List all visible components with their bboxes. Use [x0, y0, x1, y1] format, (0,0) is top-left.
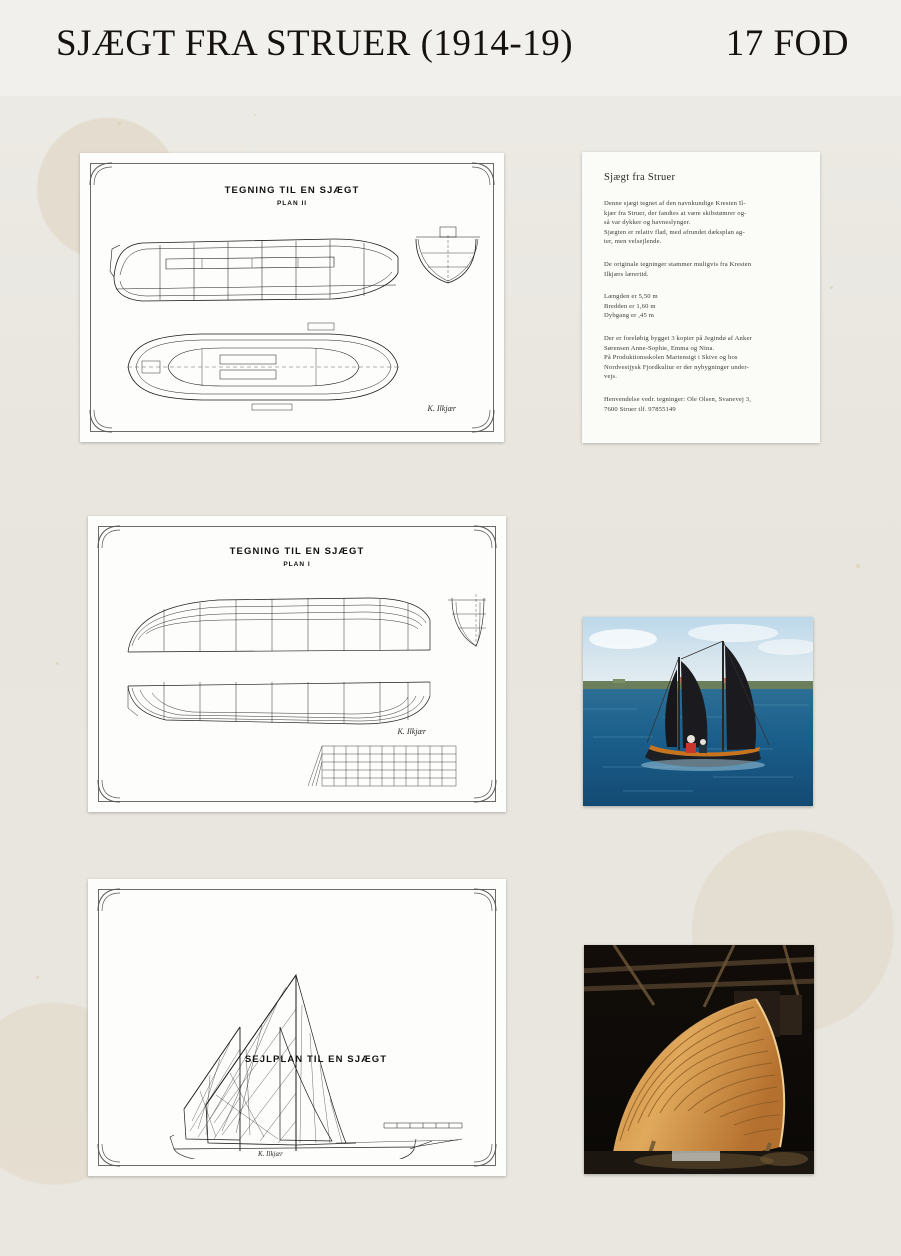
- plan-1-signature: K. Ilkjær: [397, 727, 426, 736]
- poster-board: [0, 96, 901, 1256]
- drawing-plate-plan-2[interactable]: [80, 153, 504, 442]
- corner-flourish-icon: [470, 161, 496, 187]
- plan-1-drawing: [108, 576, 486, 798]
- corner-flourish-icon: [88, 161, 114, 187]
- plan-1-title: TEGNING TIL EN SJÆGT: [229, 546, 365, 557]
- sailplan-drawing: [110, 909, 488, 1159]
- plan-1-subtitle: PLAN I: [283, 561, 311, 568]
- plan-2-signature: K. Ilkjær: [427, 404, 456, 413]
- description-paragraph: Der er foreløbig bygget 3 kopier på Jegindø af Anker Sørensen Anne-Sophie, Emma og Nina. På Produktionsskolen Mariensigt i Skive og hos Nordvestjysk Fjordkultur er der nybygninger under- vejs.: [604, 334, 752, 381]
- plan-2-title: TEGNING TIL EN SJÆGT: [224, 185, 360, 196]
- page-header: [0, 0, 901, 97]
- photo-sjaegt-under-sail[interactable]: [583, 617, 813, 806]
- plan-2-subtitle: PLAN II: [276, 200, 308, 207]
- paper-speck: [830, 286, 833, 289]
- plan-2-drawing: [102, 215, 482, 425]
- paper-speck: [254, 114, 256, 116]
- sailplan-title: SEJLPLAN TIL EN SJÆGT: [244, 1054, 388, 1065]
- description-card[interactable]: [582, 152, 820, 443]
- paper-speck: [856, 564, 860, 568]
- paper-speck: [56, 662, 59, 665]
- hull-photo-image: [584, 945, 814, 1174]
- drawing-plate-sailplan[interactable]: [88, 879, 506, 1176]
- description-paragraph: Denne sjægt tegnet af den navnkundige Kresten Il- kjær fra Struer, der fandtes at være skibstømrer og- så var dykker og havneslynger. Sjægten er relativ flad, med afrundet dæksplan ag- ter, men velsejlende.: [604, 200, 747, 246]
- description-paragraph: De originale tegninger stammer muligvis fra Kresten Ilkjærs lærertid.: [604, 260, 752, 278]
- description-paragraph: Henvendelse vedr. tegninger: Ole Olsen, Svanevej 3, 7600 Struer tlf. 97855149: [604, 395, 751, 413]
- drawing-plate-plan-1[interactable]: [88, 516, 506, 812]
- page-title: SJÆGT FRA STRUER (1914-19): [56, 23, 574, 64]
- sailplan-signature: K. Ilkjær: [258, 1150, 283, 1158]
- sailing-photo-image: [583, 617, 813, 806]
- boat-size-label: 17 FOD: [725, 23, 849, 64]
- photo-hull-construction[interactable]: [584, 945, 814, 1174]
- description-heading: Sjægt fra Struer: [604, 172, 676, 183]
- description-paragraph: Længden er 5,50 m Bredden er 1,60 m Dybgang er ,45 m: [604, 293, 658, 320]
- paper-speck: [118, 122, 121, 125]
- paper-speck: [36, 976, 39, 979]
